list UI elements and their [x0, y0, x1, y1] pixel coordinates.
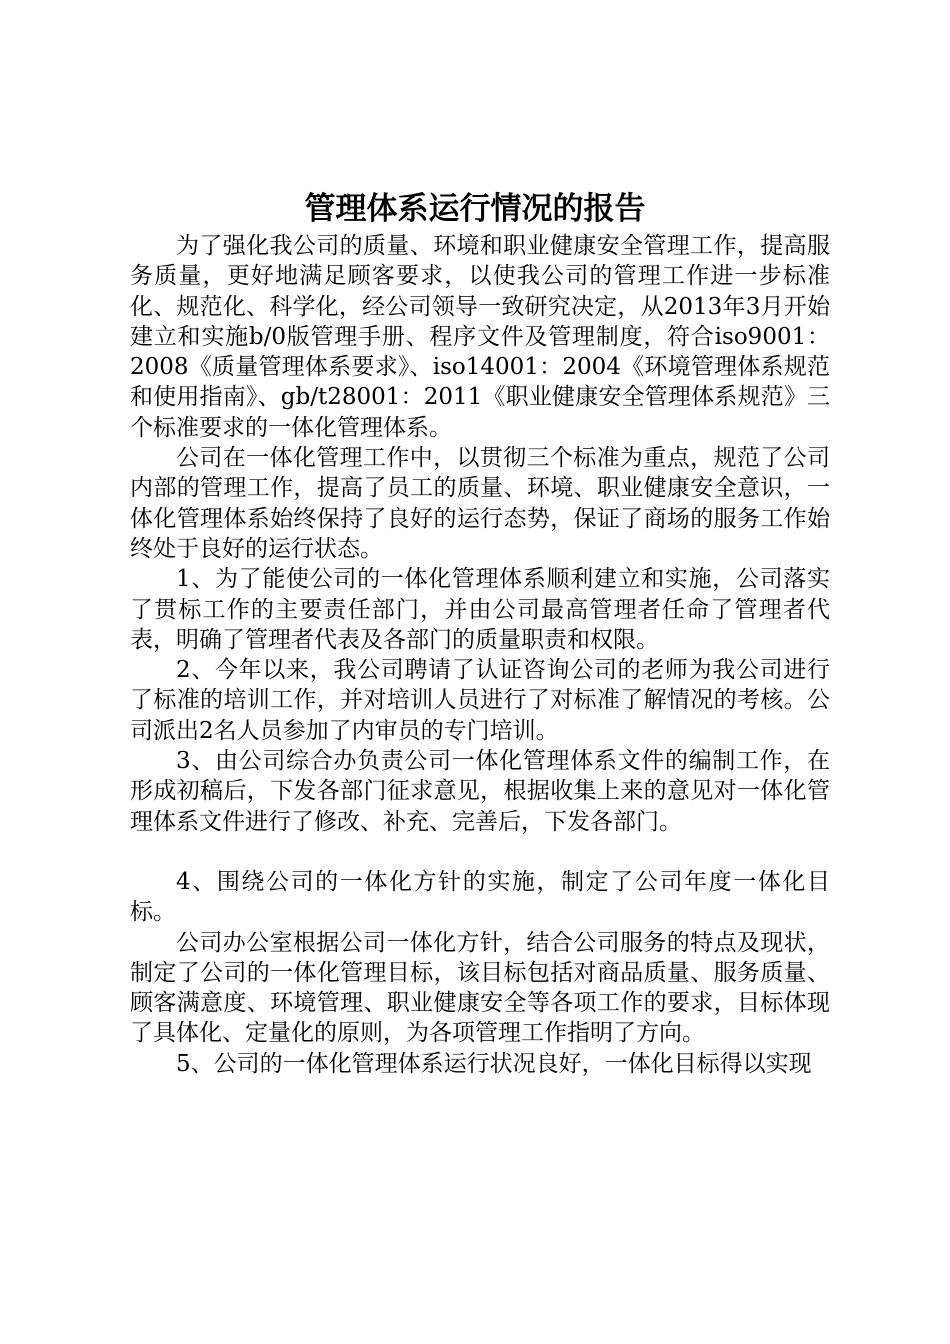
document-title: 管理体系运行情况的报告 [304, 191, 646, 227]
paragraph-intro: 为了强化我公司的质量、环境和职业健康安全管理工作，提高服务质量，更好地满足顾客要求，以使我公司的管理工作进一步标准化、规范化、科学化，经公司领导一致研究决定，从2013年3月开始建立和实施b/0版管理手册、程序文件及管理制度，符合iso9001：2008《质量管理体系要求》、iso14001：2004《环境管理体系规范和使用指南》、gb/t28001：2011《职业健康安全管理体系规范》三个标准要求的一体化管理体系。 [130, 233, 830, 441]
paragraph-objectives: 公司办公室根据公司一体化方针，结合公司服务的特点及现状，制定了公司的一体化管理目标，该目标包括对商品质量、服务质量、顾客满意度、环境管理、职业健康安全等各项工作的要求，目标体现了具体化、定量化的原则，为各项管理工作指明了方向。 [130, 929, 830, 1047]
paragraph-overview: 公司在一体化管理工作中，以贯彻三个标准为重点，规范了公司内部的管理工作，提高了员工的质量、环境、职业健康安全意识，一体化管理体系始终保持了良好的运行态势，保证了商场的服务工作始终处于良好的运行状态。 [130, 445, 830, 562]
blank-line [130, 837, 830, 867]
paragraph-item-5: 5、公司的一体化管理体系运行状况良好，一体化目标得以实现 [176, 1050, 812, 1077]
paragraph-item-1: 1、为了能使公司的一体化管理体系顺利建立和实施，公司落实了贯标工作的主要责任部门，并由公司最高管理者任命了管理者代表，明确了管理者代表及各部门的质量职责和权限。 [130, 566, 830, 653]
paragraph-item-3: 3、由公司综合办负责公司一体化管理体系文件的编制工作，在形成初稿后，下发各部门征求意见，根据收集上来的意见对一体化管理体系文件进行了修改、补充、完善后，下发各部门。 [130, 748, 830, 835]
paragraph-item-2: 2、今年以来，我公司聘请了认证咨询公司的老师为我公司进行了标准的培训工作，并对培训人员进行了对标准了解情况的考核。公司派出2名人员参加了内审员的专门培训。 [130, 657, 830, 744]
document-body [130, 231, 830, 1079]
paragraph-item-4: 4、围绕公司的一体化方针的实施，制定了公司年度一体化目标。 [130, 868, 830, 926]
